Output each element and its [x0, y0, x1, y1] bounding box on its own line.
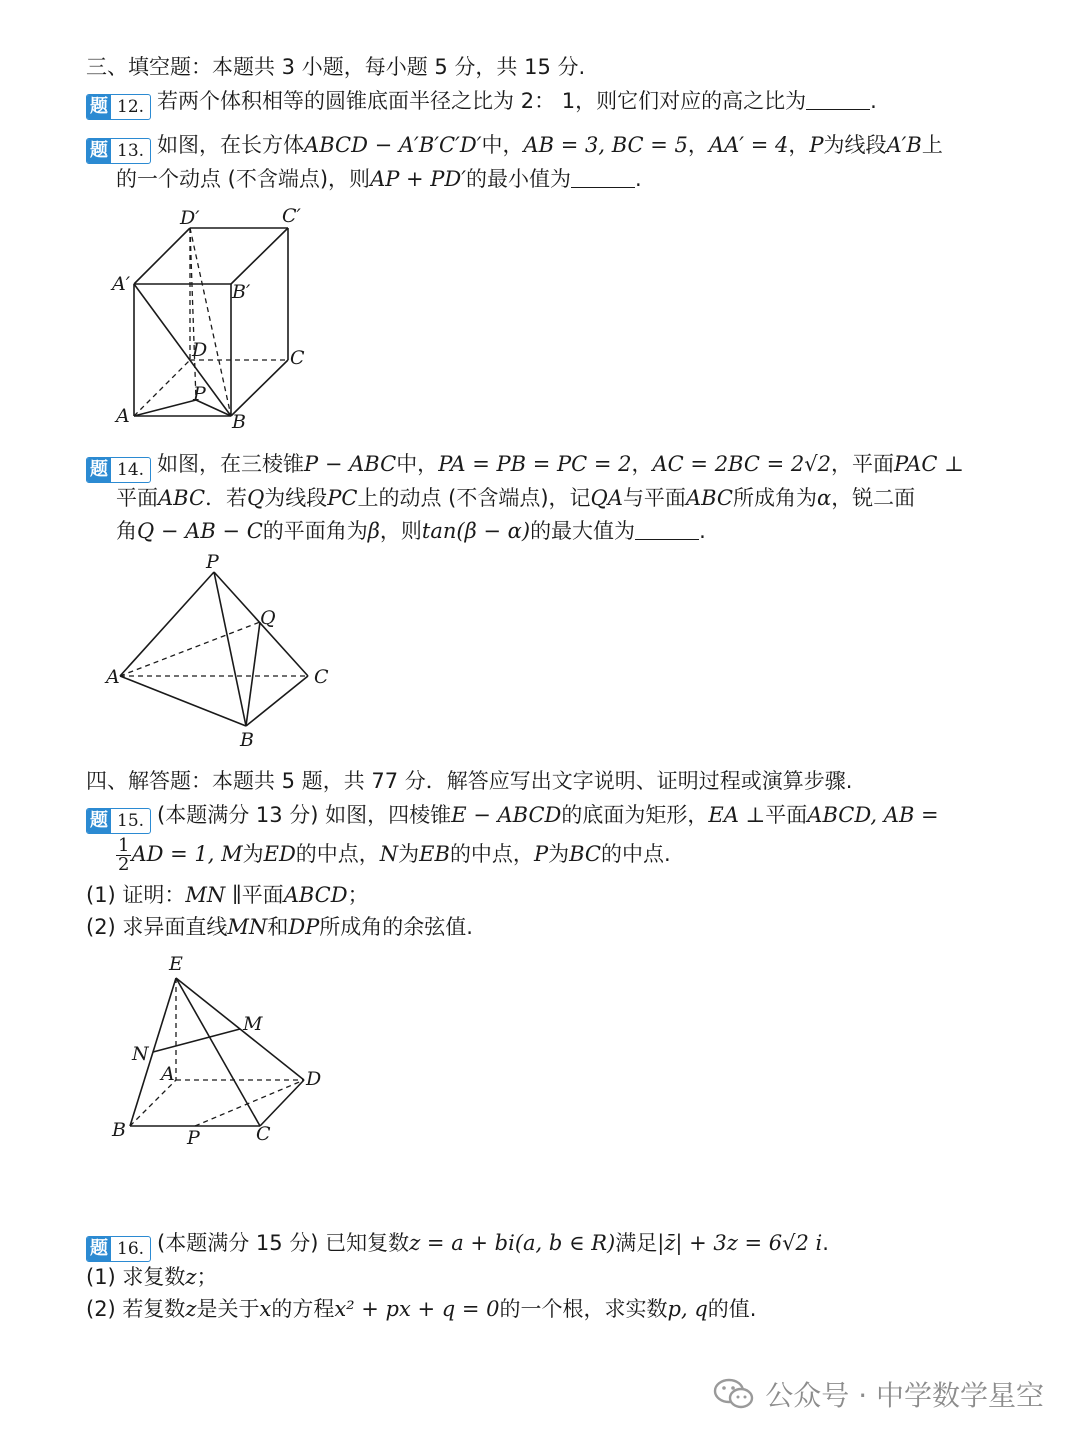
pyramid-figure [100, 552, 350, 752]
section-3-title: 三、填空题：本题共 3 小题，每小题 5 分，共 15 分. [86, 55, 586, 79]
label-B: B [240, 729, 254, 751]
question-badge: 题 14. [86, 457, 151, 483]
question-16-line1: 题 16. (本题满分 15 分) 已知复数z = a + bi(a, b ∈ R)满足|z̄| + 3z = 6√2 i. [86, 1228, 829, 1262]
question-14-line1: 题 14. 如图，在三棱锥P − ABC中，PA = PB = PC = 2，AC = 2BC = 2√2，平面PAC ⊥ [86, 449, 964, 483]
quadrangular-pyramid-figure [100, 950, 340, 1150]
label-E: E [169, 953, 183, 975]
question-badge: 题 13. [86, 138, 151, 164]
label-B: B [112, 1119, 126, 1141]
question-15-line1: 题 15. (本题满分 13 分) 如图，四棱锥E − ABCD的底面为矩形，EA ⊥平面ABCD, AB = [86, 800, 939, 834]
label-P: P [187, 1127, 200, 1149]
label-C: C [314, 666, 329, 688]
question-16-part1: (1) 求复数z； [86, 1265, 218, 1289]
label-A: A [106, 666, 120, 688]
question-13-line2: 的一个动点 (不含端点)，则AP + PD′的最小值为 . [116, 167, 642, 191]
label-A: A [161, 1063, 175, 1085]
label-C: C [290, 347, 305, 369]
wechat-icon [713, 1377, 755, 1411]
label-Q: Q [260, 607, 276, 629]
label-M: M [243, 1013, 263, 1035]
label-N: N [132, 1043, 149, 1065]
watermark-text: 公众号 · 中学数学星空 [765, 1379, 1044, 1412]
label-B: B [232, 411, 246, 433]
label-C-prime: C′ [282, 205, 301, 227]
label-P: P [206, 552, 219, 573]
fraction-one-half: $\frac{1}{2}$ [118, 834, 130, 875]
question-badge: 题 12. [86, 94, 151, 120]
section-4-title: 四、解答题：本题共 5 题，共 77 分．解答应写出文字说明、证明过程或演算步骤. [86, 769, 853, 793]
question-14-line3: 角Q − AB − C的平面角为β，则tan(β − α)的最大值为 . [116, 519, 706, 543]
question-badge: 题 16. [86, 1236, 151, 1262]
question-16-part2: (2) 若复数z是关于x的方程x² + px + q = 0的一个根，求实数p, q的值. [86, 1297, 757, 1321]
question-12: 题 12. 若两个体积相等的圆锥底面半径之比为 2： 1，则它们对应的高之比为 . [86, 86, 877, 120]
label-P: P [193, 383, 206, 405]
watermark [713, 1374, 1044, 1414]
label-B-prime: B′ [232, 281, 251, 303]
label-C: C [256, 1123, 271, 1145]
question-14-line2: 平面ABC．若Q为线段PC上的动点 (不含端点)，记QA与平面ABC所成角为α，锐二面 [116, 486, 916, 510]
answer-blank [571, 167, 635, 188]
cuboid-figure [100, 200, 340, 440]
label-D: D [192, 339, 208, 361]
question-13-line1: 题 13. 如图，在长方体ABCD − A′B′C′D′中，AB = 3, BC = 5，AA′ = 4，P为线段A′B上 [86, 130, 943, 164]
question-badge: 题 15. [86, 808, 151, 834]
label-D: D [306, 1068, 322, 1090]
answer-blank [806, 89, 870, 110]
answer-blank [635, 519, 699, 540]
label-A-prime: A′ [112, 273, 131, 295]
question-15-part1: (1) 证明：MN ∥平面ABCD； [86, 883, 369, 907]
question-15-line2: $\frac{1}{2}$ AD = 1, M为ED的中点，N为EB的中点，P为BC的中点. [118, 834, 671, 875]
label-A: A [116, 405, 130, 427]
question-15-part2: (2) 求异面直线MN和DP所成角的余弦值. [86, 915, 473, 939]
label-D-prime: D′ [180, 207, 200, 229]
